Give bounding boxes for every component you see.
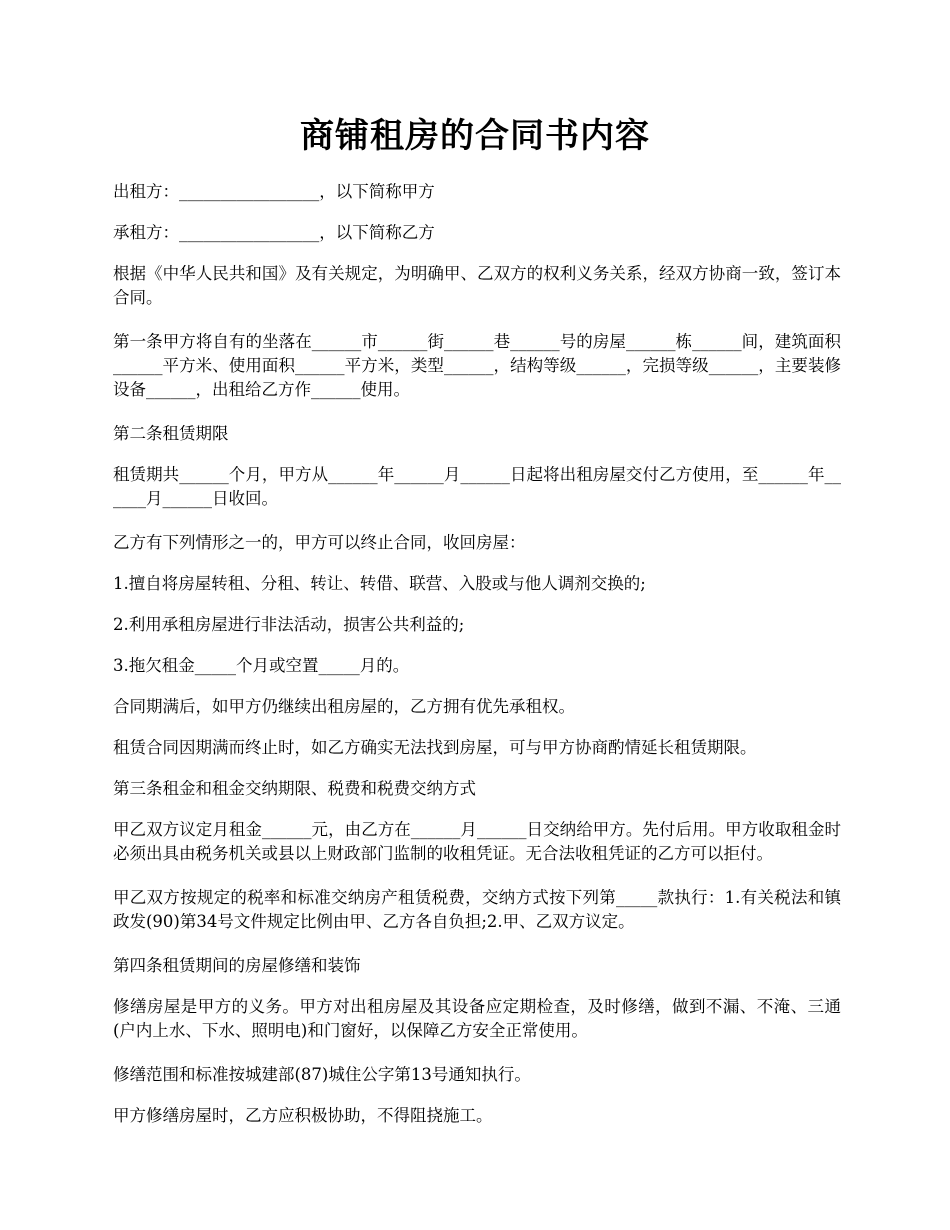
repair-duty-paragraph: 修缮房屋是甲方的义务。甲方对出租房屋及其设备应定期检查，及时修缮，做到不漏、不淹、三通(户内上水、下水、照明电)和门窗好，以保障乙方安全正常使用。 [113,997,841,1040]
document-title: 商铺租房的合同书内容 [300,116,650,156]
termination-item-2: 2.利用承租房屋进行非法活动，损害公共利益的; [113,615,465,634]
termination-intro: 乙方有下列情形之一的，甲方可以终止合同，收回房屋： [113,533,526,552]
article-1-paragraph: 第一条甲方将自有的坐落在______市______街______巷______号的房屋______栋______间，建筑面积______平方米、使用面积______平方米，类型______，结构等级______，完损等级______，主要装修设备______，出租给乙方作______使用。 [113,332,841,399]
lease-term-paragraph: 租赁期共______个月，甲方从______年______月______日起将出租房屋交付乙方使用，至______年______月______日收回。 [113,465,841,508]
tax-paragraph: 甲乙双方按规定的税率和标准交纳房产租赁税费，交纳方式按下列第_____款执行：1.有关税法和镇政发(90)第34号文件规定比例由甲、乙方各自负担;2.甲、乙双方议定。 [113,888,841,931]
extension-paragraph: 租赁合同因期满而终止时，如乙方确实无法找到房屋，可与甲方协商酌情延长租赁期限。 [113,738,757,757]
repair-cooperation-paragraph: 甲方修缮房屋时，乙方应积极协助，不得阻挠施工。 [113,1106,493,1125]
lessor-line: 出租方：_________________，以下简称甲方 [113,182,435,201]
repair-scope-paragraph: 修缮范围和标准按城建部(87)城住公字第13号通知执行。 [113,1065,531,1084]
article-3-heading: 第三条租金和租金交纳期限、税费和税费交纳方式 [113,779,476,798]
preamble-paragraph: 根据《中华人民共和国》及有关规定，为明确甲、乙双方的权利义务关系，经双方协商一致，签订本合同。 [113,264,841,307]
lessee-line: 承租方：_________________，以下简称乙方 [113,223,435,242]
document-body [113,180,841,1145]
priority-lease-paragraph: 合同期满后，如甲方仍继续出租房屋的，乙方拥有优先承租权。 [113,697,575,716]
termination-item-3: 3.拖欠租金_____个月或空置_____月的。 [113,656,410,675]
rent-paragraph: 甲乙双方议定月租金______元，由乙方在______月______日交纳给甲方。先付后用。甲方收取租金时必须出具由税务机关或县以上财政部门监制的收租凭证。无合法收租凭证的乙方可以拒付。 [113,820,841,863]
article-2-heading: 第二条租赁期限 [113,424,229,443]
termination-item-1: 1.擅自将房屋转租、分租、转让、转借、联营、入股或与他人调剂交换的; [113,574,646,593]
article-4-heading: 第四条租赁期间的房屋修缮和装饰 [113,956,361,975]
